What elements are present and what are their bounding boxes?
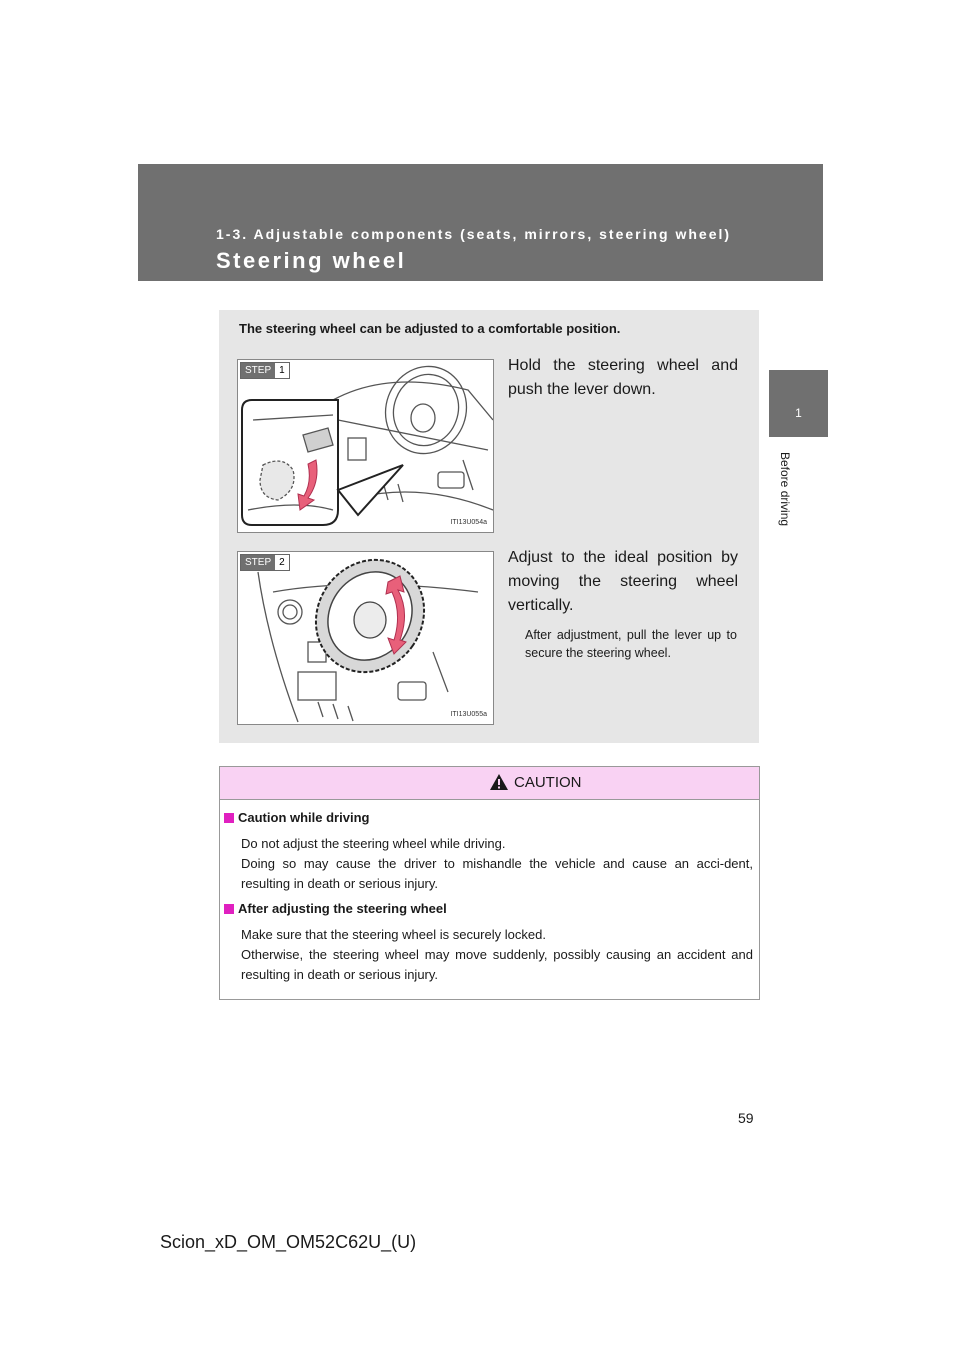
step-2-note: After adjustment, pull the lever up to secure the steering wheel.	[525, 628, 737, 660]
step-2-text: Adjust to the ideal position by moving the steering wheel vertically.	[508, 549, 738, 614]
page-number: 59	[738, 1110, 754, 1126]
step-badge-number: 2	[275, 555, 289, 570]
step-1-illustration	[237, 359, 494, 533]
caution-item-heading: Caution while driving	[224, 810, 369, 825]
step-1-text: Hold the steering wheel and push the lever down.	[508, 357, 738, 398]
instruction-panel	[219, 310, 759, 743]
figure-code: ITI13U054a	[450, 519, 487, 526]
caution-header	[220, 767, 759, 800]
warning-triangle-icon	[489, 773, 509, 791]
chapter-label: Before driving	[778, 452, 792, 527]
page-title: Steering wheel	[216, 248, 407, 273]
figure-code: ITI13U055a	[450, 711, 487, 718]
caution-item-heading: After adjusting the steering wheel	[224, 901, 447, 916]
bullet-square-icon	[224, 904, 234, 914]
section-header	[138, 164, 823, 281]
step-2-illustration	[237, 551, 494, 725]
step-badge-label: STEP	[241, 555, 275, 570]
chapter-tab	[769, 370, 828, 437]
chapter-tab-label	[776, 452, 796, 542]
step-badge-number: 1	[275, 363, 289, 378]
document-footer: Scion_xD_OM_OM52C62U_(U)	[160, 1232, 417, 1252]
caution-title: CAUTION	[514, 774, 582, 791]
chapter-number: 1	[795, 406, 802, 420]
caution-item-body: Do not adjust the steering wheel while driving. Doing so may cause the driver to mishandle the vehicle and cause an acci-dent, resulting in death or serious injury.	[241, 836, 753, 891]
bullet-square-icon	[224, 813, 234, 823]
step-2-badge	[240, 554, 290, 571]
intro-text: The steering wheel can be adjusted to a comfortable position.	[239, 321, 621, 336]
step-1-badge	[240, 362, 290, 379]
caution-item-body: Make sure that the steering wheel is securely locked. Otherwise, the steering wheel may move suddenly, possibly causing an accident and resulting in death or serious injury.	[241, 927, 753, 982]
caution-box	[219, 766, 760, 1000]
section-subtitle: 1-3. Adjustable components (seats, mirrors, steering wheel)	[216, 226, 732, 242]
steering-lever-drawing	[238, 360, 494, 533]
steering-wheel-drawing	[238, 552, 494, 725]
step-badge-label: STEP	[241, 363, 275, 378]
